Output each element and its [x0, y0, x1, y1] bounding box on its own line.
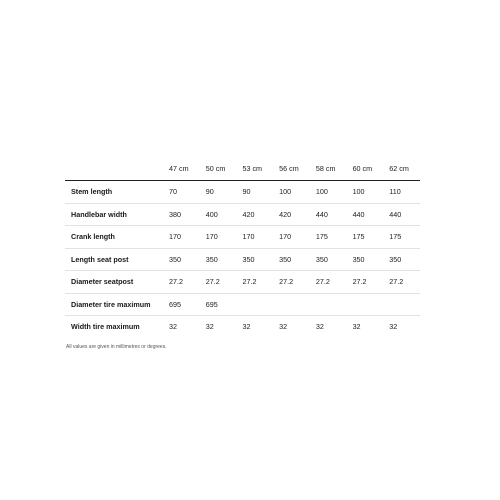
header-row	[65, 157, 420, 181]
row-label: Length seat post	[65, 248, 163, 271]
row-label: Diameter tire maximum	[65, 293, 163, 316]
table-cell: 170	[273, 226, 310, 249]
table-cell: 350	[383, 248, 420, 271]
table-cell: 32	[279, 322, 288, 332]
table-cell: 32	[315, 322, 324, 332]
table-header	[65, 157, 420, 181]
table-row-length-seat-post	[65, 248, 420, 271]
table-cell: 695	[163, 293, 200, 316]
header-size-60: 60 cm	[347, 157, 384, 181]
table-cell: 350	[200, 248, 237, 271]
row-label: Width tire maximum	[71, 322, 140, 332]
table-cell: 175	[383, 226, 420, 249]
header-size-56: 56 cm	[273, 157, 310, 181]
row-label: Handlebar width	[65, 203, 163, 226]
table-cell: 350	[273, 248, 310, 271]
table-row-width-tire-maximum	[65, 316, 420, 338]
table-cell: 27.2	[310, 271, 347, 294]
table-cell	[273, 293, 310, 316]
table-cell: 27.2	[163, 271, 200, 294]
geometry-spec-table	[65, 157, 420, 338]
table-cell: 400	[200, 203, 237, 226]
table-cell: 350	[310, 248, 347, 271]
table-cell: 175	[347, 226, 384, 249]
table-row-diameter-seatpost	[65, 271, 420, 294]
table-row-handlebar-width	[65, 203, 420, 226]
table-cell: 420	[273, 203, 310, 226]
header-size-50: 50 cm	[200, 157, 237, 181]
table-cell	[383, 293, 420, 316]
table-cell: 175	[310, 226, 347, 249]
table-cell: 170	[200, 226, 237, 249]
table-cell: 170	[163, 226, 200, 249]
table-cell: 32	[169, 322, 178, 332]
table-cell: 440	[347, 203, 384, 226]
table-cell: 32	[352, 322, 361, 332]
table-row-diameter-tire-maximum	[65, 293, 420, 316]
table-cell: 27.2	[383, 271, 420, 294]
table-cell: 440	[383, 203, 420, 226]
header-size-62: 62 cm	[383, 157, 420, 181]
table-cell: 350	[236, 248, 273, 271]
table-cell: 170	[236, 226, 273, 249]
table-cell: 32	[205, 322, 214, 332]
row-label: Crank length	[65, 226, 163, 249]
header-size-58: 58 cm	[310, 157, 347, 181]
table-cell: 350	[163, 248, 200, 271]
row-label: Diameter seatpost	[65, 271, 163, 294]
table-cell: 100	[310, 181, 347, 204]
table-cell: 380	[163, 203, 200, 226]
table-cell: 100	[273, 181, 310, 204]
table-cell: 90	[200, 181, 237, 204]
table-cell: 27.2	[200, 271, 237, 294]
table-cell	[236, 293, 273, 316]
table-cell: 27.2	[236, 271, 273, 294]
table-cell: 695	[200, 293, 237, 316]
table-cell: 70	[163, 181, 200, 204]
table-row-crank-length	[65, 226, 420, 249]
units-footnote: All values are given in millimetres or degrees.	[66, 344, 167, 350]
row-label: Stem length	[65, 181, 163, 204]
table-cell: 100	[347, 181, 384, 204]
table-cell: 32	[389, 322, 398, 332]
header-label-cell	[65, 157, 163, 181]
table-row-stem-length	[65, 181, 420, 204]
table-cell: 420	[236, 203, 273, 226]
table-cell: 27.2	[273, 271, 310, 294]
table-cell: 27.2	[347, 271, 384, 294]
table-cell: 110	[383, 181, 420, 204]
table-body	[65, 181, 420, 338]
table-cell: 440	[310, 203, 347, 226]
table-cell: 90	[236, 181, 273, 204]
table-cell	[347, 293, 384, 316]
table-cell: 350	[347, 248, 384, 271]
table-cell: 32	[242, 322, 251, 332]
header-size-53: 53 cm	[236, 157, 273, 181]
table-cell	[310, 293, 347, 316]
header-size-47: 47 cm	[163, 157, 200, 181]
